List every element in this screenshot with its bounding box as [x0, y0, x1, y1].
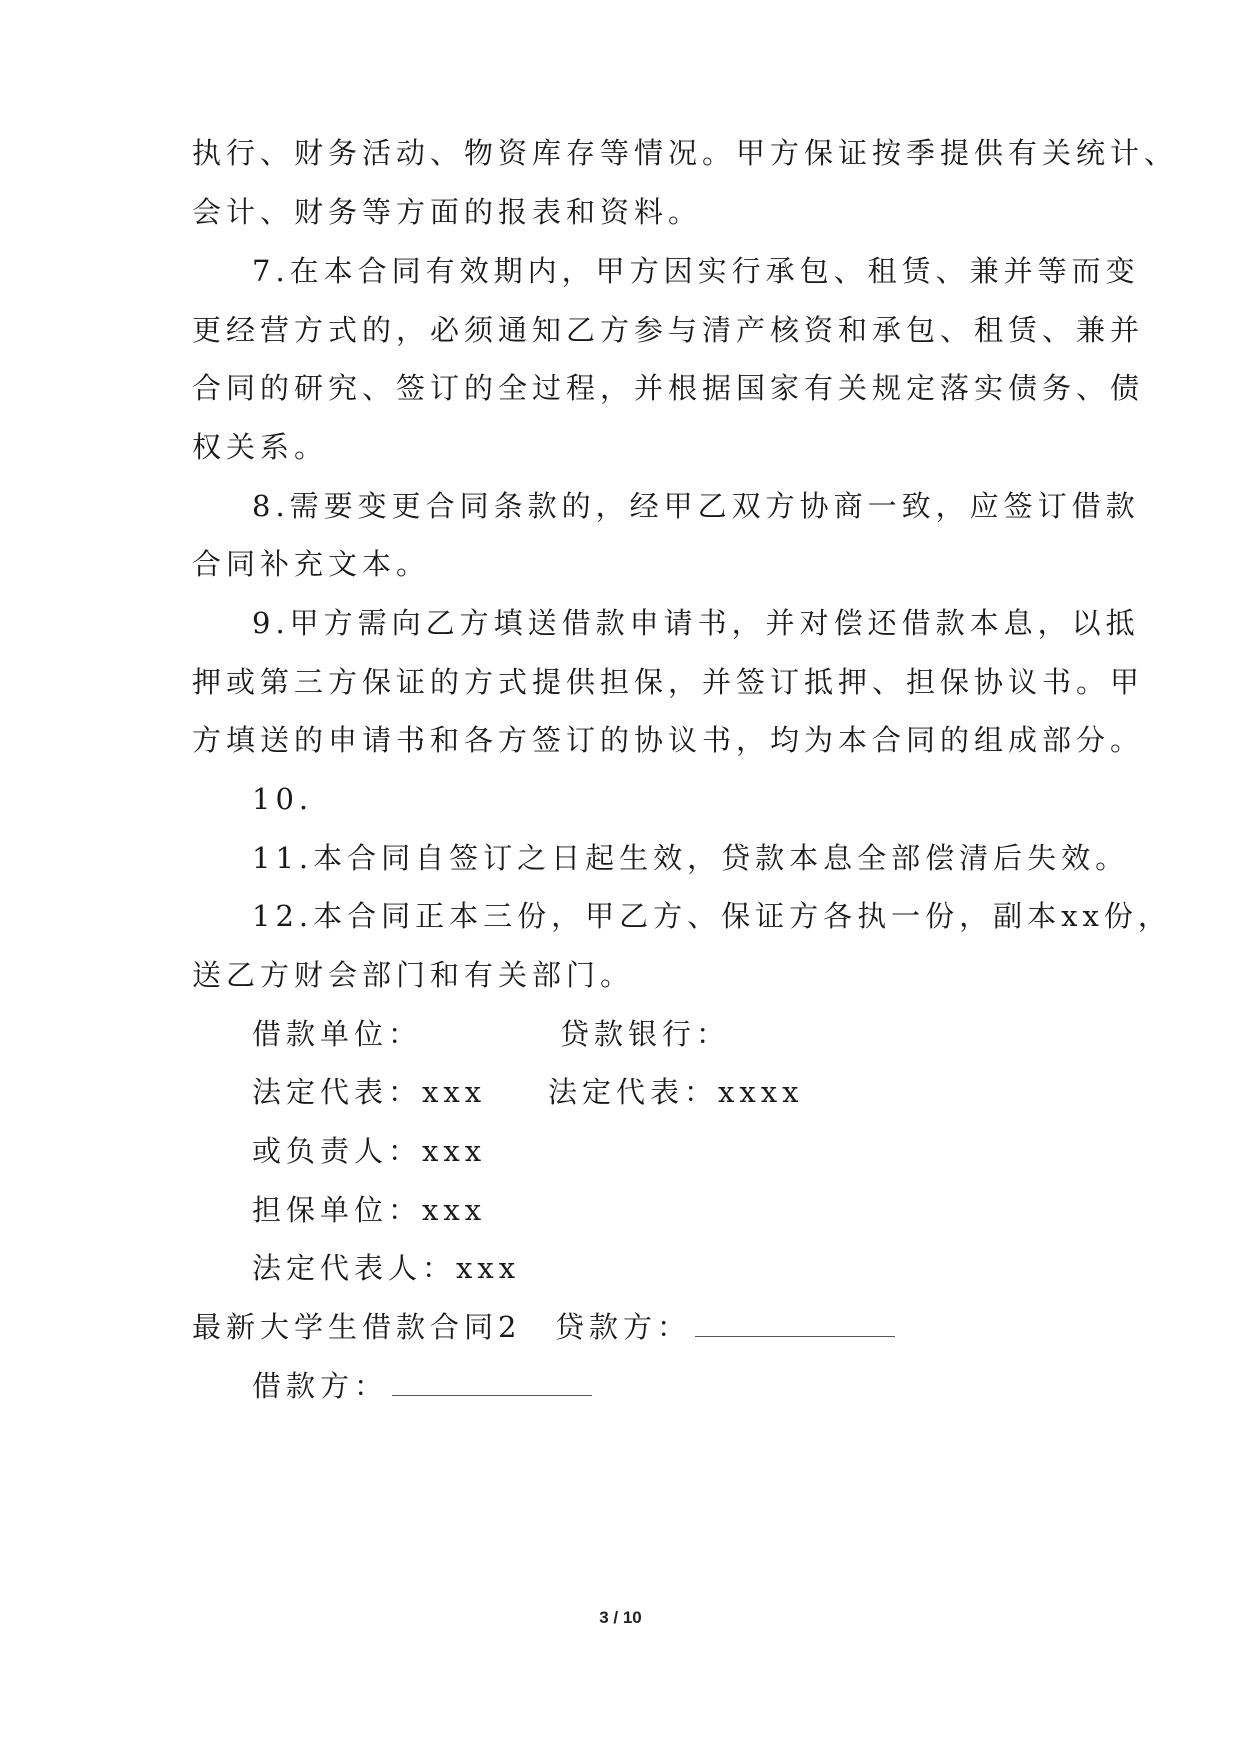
paragraph-12-line-2: 送乙方财会部门和有关部门。 — [192, 958, 635, 992]
paragraph-11: 11.本合同自签订之日起生效，贷款本息全部偿清后失效。 — [252, 841, 1130, 875]
signature-lender-bank: 贷款银行： — [560, 1017, 731, 1051]
signature-guarantor-rep: 法定代表人：xxx — [252, 1251, 521, 1285]
next-contract-borrower-label: 借款方： — [252, 1369, 389, 1403]
paragraph-10: 10. — [252, 782, 314, 816]
paragraph-8-line-2: 合同补充文本。 — [192, 547, 431, 581]
signature-guarantor-unit: 担保单位：xxx — [252, 1193, 487, 1227]
next-contract-borrower-row — [252, 1368, 592, 1404]
paragraph-9-line-3: 方填送的申请书和各方签订的协议书，均为本合同的组成部分。 — [192, 723, 1145, 757]
paragraph-7-line-3: 合同的研究、签订的全过程，并根据国家有关规定落实债务、债 — [192, 371, 1145, 405]
paragraph-8-line-1: 8.需要变更合同条款的，经甲乙双方协商一致，应签订借款 — [252, 489, 1140, 523]
paragraph-7-line-2: 更经营方式的，必须通知乙方参与清产核资和承包、租赁、兼并 — [192, 313, 1145, 347]
borrower-blank-line — [392, 1394, 592, 1396]
paragraph-9-line-1: 9.甲方需向乙方填送借款申请书，并对偿还借款本息，以抵 — [252, 606, 1140, 640]
lender-blank-line — [695, 1335, 895, 1337]
signature-or-responsible: 或负责人：xxx — [252, 1134, 487, 1168]
paragraph-6-line-2: 会计、财务等方面的报表和资料。 — [192, 195, 703, 229]
next-contract-lender-row — [555, 1309, 895, 1345]
signature-borrower-unit: 借款单位： — [252, 1017, 423, 1051]
paragraph-9-line-2: 押或第三方保证的方式提供担保，并签订抵押、担保协议书。甲 — [192, 665, 1145, 699]
signature-legal-rep-left: 法定代表：xxx — [252, 1075, 487, 1109]
next-contract-title: 最新大学生借款合同2 — [192, 1310, 522, 1344]
paragraph-7-line-1: 7.在本合同有效期内，甲方因实行承包、租赁、兼并等而变 — [252, 254, 1140, 288]
paragraph-7-line-4: 权关系。 — [192, 430, 329, 464]
paragraph-6-line-1: 执行、财务活动、物资库存等情况。甲方保证按季提供有关统计、 — [192, 136, 1179, 170]
signature-legal-rep-right: 法定代表：xxxx — [548, 1075, 804, 1109]
next-contract-lender-label: 贷款方： — [555, 1310, 692, 1344]
page-number: 3 / 10 — [599, 1608, 642, 1627]
paragraph-12-line-1: 12.本合同正本三份，甲乙方、保证方各执一份，副本xx份， — [252, 899, 1172, 933]
